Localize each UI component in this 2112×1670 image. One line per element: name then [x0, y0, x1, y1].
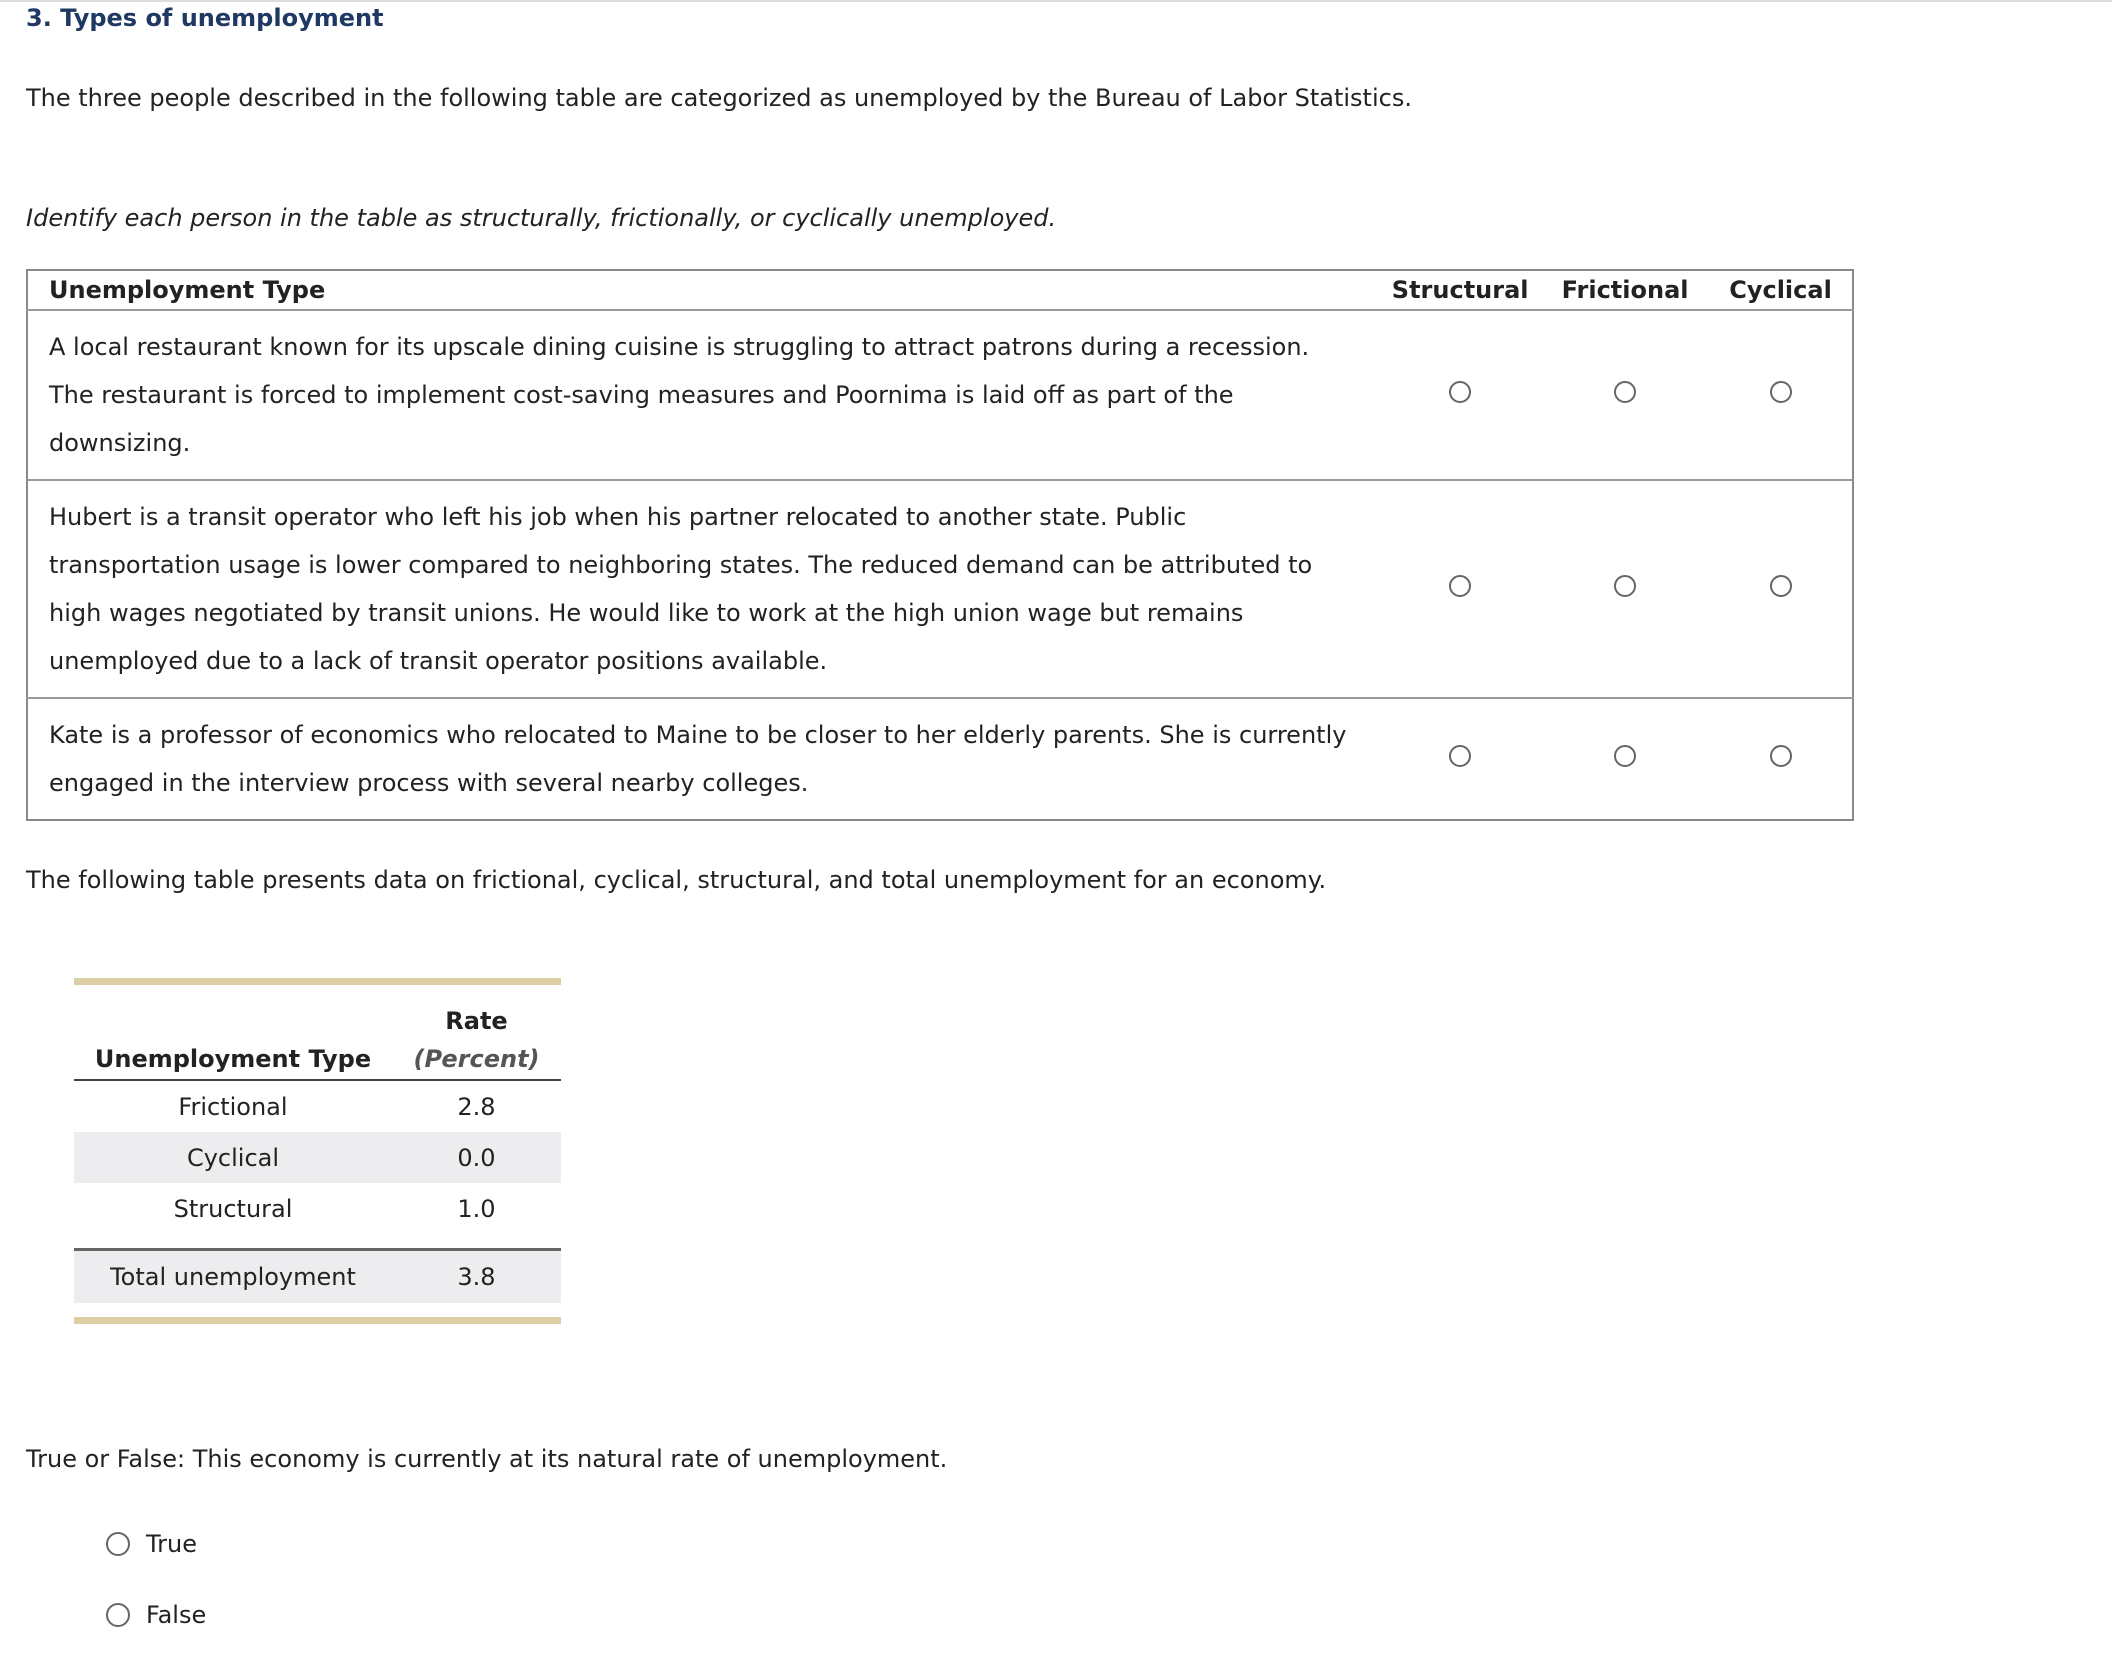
classification-header-row: [27, 270, 1853, 310]
scenario-text: Hubert is a transit operator who left his job when his partner relocated to another state. Public transportation usage is lower compared to neighboring states. The reduced demand can be attributed to high wages negotiated by transit unions. He would like to work at the high union wage but remains unemployed due to a lack of transit operator positions available.: [27, 480, 1379, 698]
row-type: Cyclical: [74, 1132, 392, 1183]
header-rate: Rate: [445, 1007, 508, 1035]
unemployment-data-table: [74, 978, 561, 1324]
radio-hubert-cyclical[interactable]: [1770, 575, 1792, 597]
table-row: [74, 1132, 561, 1183]
radio-poornima-cyclical[interactable]: [1770, 381, 1792, 403]
top-divider: [0, 0, 2112, 2]
data-table: [74, 985, 561, 1303]
header-percent: (Percent): [392, 1039, 561, 1080]
scenario-row-poornima: [27, 310, 1853, 480]
total-rate: 3.8: [392, 1250, 561, 1304]
option-true-label: True: [146, 1530, 197, 1558]
data-intro-text: The following table presents data on frictional, cyclical, structural, and total unemployment for an economy.: [26, 866, 1327, 894]
intro-text: The three people described in the following table are categorized as unemployed by the Bureau of Labor Statistics.: [26, 84, 1412, 112]
row-rate: 1.0: [457, 1194, 496, 1223]
option-false[interactable]: [106, 1601, 206, 1629]
option-true[interactable]: [106, 1530, 197, 1558]
radio-kate-frictional[interactable]: [1614, 745, 1636, 767]
total-type: Total unemployment: [74, 1250, 392, 1304]
table-row: [74, 1183, 561, 1234]
header-frictional: Frictional: [1541, 270, 1709, 310]
total-row: [74, 1250, 561, 1304]
true-false-question: True or False: This economy is currently at its natural rate of unemployment.: [26, 1445, 948, 1473]
classification-table: [26, 269, 1854, 821]
scenario-text: A local restaurant known for its upscale dining cuisine is struggling to attract patrons during a recession. The restaurant is forced to implement cost-saving measures and Poornima is laid off as part of the downsizing.: [27, 310, 1379, 480]
row-rate: 2.8: [457, 1092, 496, 1121]
row-type: Structural: [173, 1194, 293, 1223]
option-false-label: False: [146, 1601, 207, 1629]
scenario-row-kate: [27, 698, 1853, 820]
radio-kate-structural[interactable]: [1449, 745, 1471, 767]
radio-hubert-structural[interactable]: [1449, 575, 1471, 597]
radio-hubert-frictional[interactable]: [1614, 575, 1636, 597]
table-top-bar: [74, 978, 561, 985]
section-title: 3. Types of unemployment: [26, 4, 384, 32]
radio-false[interactable]: [106, 1603, 130, 1627]
table-bottom-bar: [74, 1317, 561, 1324]
scenario-text: Kate is a professor of economics who relocated to Maine to be closer to her elderly parents. She is currently engaged in the interview process with several nearby colleges.: [27, 698, 1379, 820]
header-unemployment-type: Unemployment Type: [27, 270, 1379, 310]
radio-kate-cyclical[interactable]: [1770, 745, 1792, 767]
table-row: [74, 1080, 561, 1132]
scenario-row-hubert: [27, 480, 1853, 698]
header-structural: Structural: [1379, 270, 1541, 310]
header-unemployment-type: Unemployment Type: [74, 1039, 392, 1080]
radio-poornima-frictional[interactable]: [1614, 381, 1636, 403]
instruction-text: Identify each person in the table as structurally, frictionally, or cyclically unemployed.: [26, 204, 1057, 232]
radio-poornima-structural[interactable]: [1449, 381, 1471, 403]
row-rate: 0.0: [392, 1132, 561, 1183]
radio-true[interactable]: [106, 1532, 130, 1556]
header-cyclical: Cyclical: [1709, 270, 1853, 310]
row-type: Frictional: [178, 1092, 288, 1121]
